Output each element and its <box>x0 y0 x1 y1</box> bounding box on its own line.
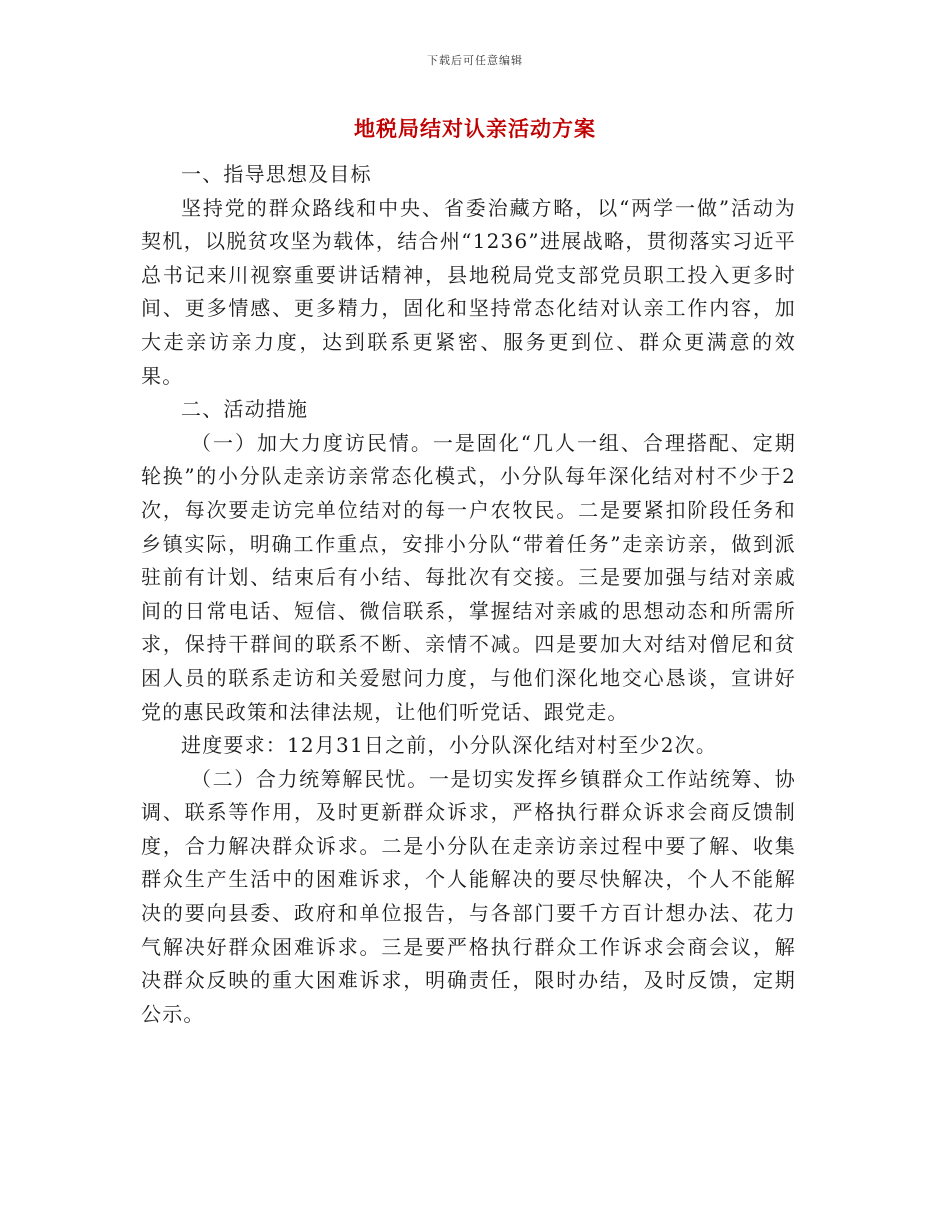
document-title: 地税局结对认亲活动方案 <box>354 116 596 141</box>
paragraph-measure-1: （一）加大力度访民情。一是固化“几人一组、合理搭配、定期轮换”的小分队走亲访亲常态化模式，小分队每年深化结对村不少于2次，每次要走访完单位结对的每一户农牧民。二是要紧扣阶段任务和乡镇实际，明确工作重点，安排小分队“带着任务”走亲访亲，做到派驻前有计划、结束后有小结、每批次有交接。三是要加强与结对亲戚间的日常电话、短信、微信联系，掌握结对亲戚的思想动态和所需所求，保持干群间的联系不断、亲情不减。四是要加大对结对僧尼和贫困人员的联系走访和关爱慰问力度，与他们深化地交心恳谈，宣讲好党的惠民政策和法律法规，让他们听党话、跟党走。 <box>141 430 796 724</box>
document-body <box>141 158 796 1031</box>
section-heading-1: 一、指导思想及目标 <box>181 162 372 186</box>
section-heading-2: 二、活动措施 <box>181 397 309 422</box>
header-note: 下载后可任意编辑 <box>427 54 523 67</box>
paragraph-measure-2: （二）合力统筹解民忧。一是切实发挥乡镇群众工作站统筹、协调、联系等作用，及时更新群众诉求，严格执行群众诉求会商反馈制度，合力解决群众诉求。二是小分队在走亲访亲过程中要了解、收集群众生产生活中的困难诉求，个人能解决的要尽快解决，个人不能解决的要向县委、政府和单位报告，与各部门要千方百计想办法、花力气解决好群众困难诉求。三是要严格执行群众工作诉求会商会议，解决群众反映的重大困难诉求，明确责任，限时办结，及时反馈，定期公示。 <box>141 766 796 1026</box>
paragraph-guiding-thought: 坚持党的群众路线和中央、省委治藏方略，以“两学一做”活动为契机，以脱贫攻坚为载体，结合州“1236”进展战略，贯彻落实习近平总书记来川视察重要讲话精神，县地税局党支部党员职工投入更多时间、更多情感、更多精力，固化和坚持常态化结对认亲工作内容，加大走亲访亲力度，达到联系更紧密、服务更到位、群众更满意的效果。 <box>141 195 796 388</box>
paragraph-progress-requirement: 进度要求：12月31日之前，小分队深化结对村至少2次。 <box>181 733 718 758</box>
